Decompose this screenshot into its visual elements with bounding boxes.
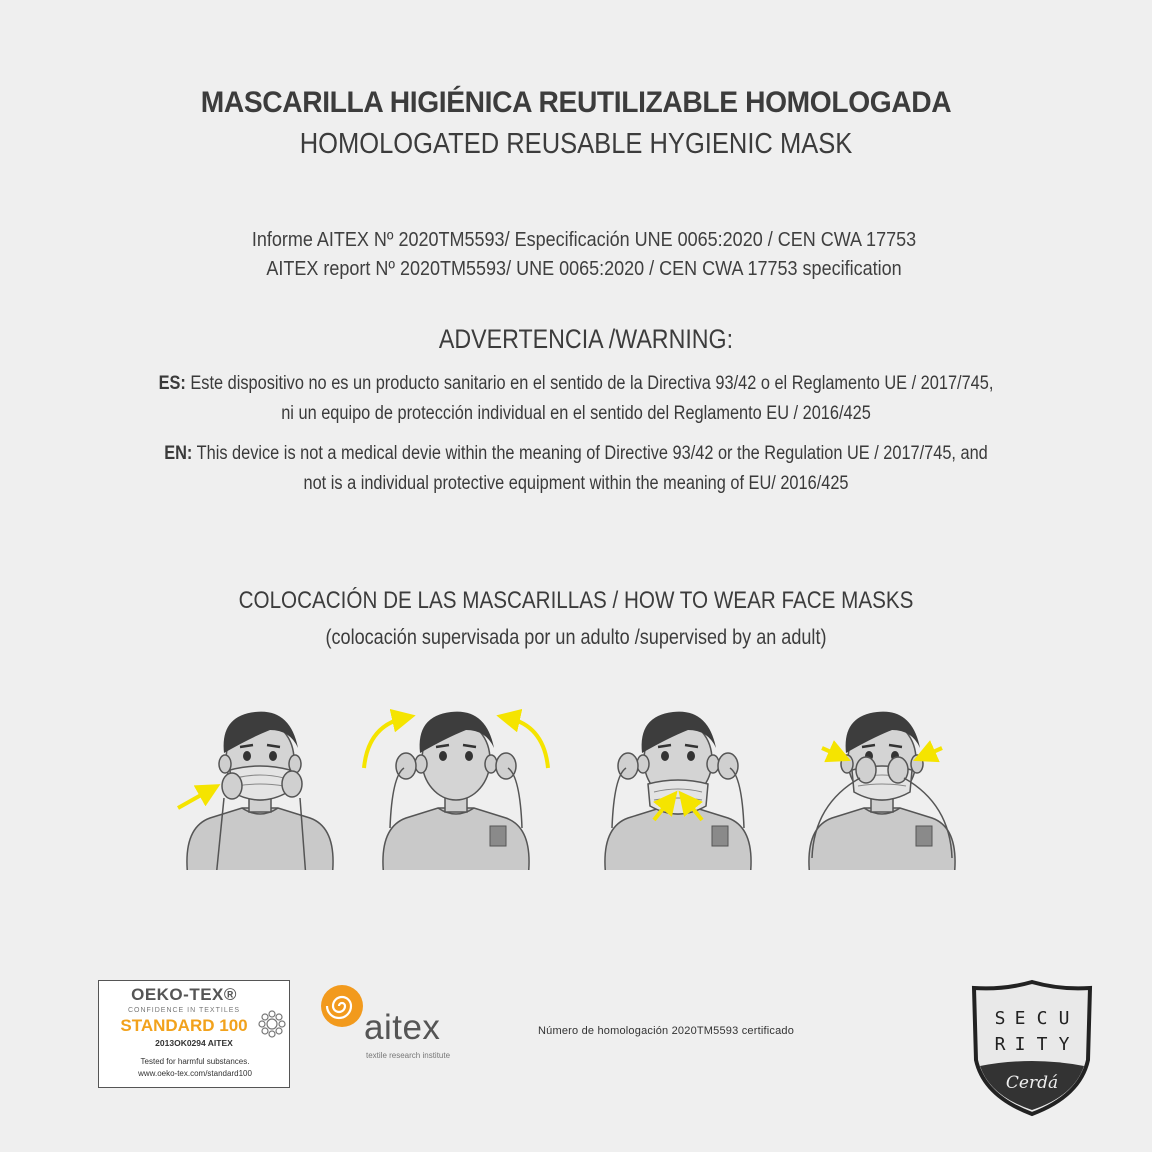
report-line-es: Informe AITEX Nº 2020TM5593/ Especificación UNE 0065:2020 / CEN CWA 17753 (251, 229, 917, 251)
oeko-tested: Tested for harmful substances. (140, 1057, 250, 1066)
es-text-line1: Este dispositivo no es un producto sanitario en el sentido de la Directiva 93/42 o el Reglamento UE / 2017/745, (185, 373, 994, 394)
es-label: ES: (158, 373, 186, 394)
en-text-line1: This device is not a medical devie within the meaning of Directive 93/42 or the Regulation UE / 2017/745, and (192, 443, 988, 464)
main-subtitle: HOMOLOGATED REUSABLE HYGIENIC MASK (299, 128, 853, 160)
warning-heading: ADVERTENCIA /WARNING: (438, 324, 734, 354)
oeko-tex-label (98, 980, 290, 1088)
oeko-standard: STANDARD 100 (120, 1016, 248, 1035)
en-label: EN: (164, 443, 193, 464)
warning-en (81, 439, 1072, 499)
how-to-wear-heading: COLOCACIÓN DE LAS MASCARILLAS / HOW TO WEAR FACE MASKS (238, 587, 914, 614)
main-title: MASCARILLA HIGIÉNICA REUTILIZABLE HOMOLOGADA (200, 86, 952, 119)
warning-es (81, 369, 1072, 429)
step-3-illustration (605, 712, 751, 870)
oeko-flower-icon (257, 1009, 287, 1039)
security-signature: Cerdá (1005, 1073, 1059, 1093)
security-letter-e: E (1014, 1008, 1026, 1029)
security-cerda-logo (970, 978, 1094, 1118)
security-letter-r: R (994, 1034, 1006, 1055)
security-letter-y: Y (1058, 1034, 1070, 1055)
oeko-code: 2013OK0294 AITEX (155, 1038, 233, 1048)
security-letter-c: C (1036, 1008, 1048, 1029)
report-line-en: AITEX report Nº 2020TM5593/ UNE 0065:2020 / CEN CWA 17753 specification (266, 258, 902, 280)
aitex-wordmark: aitex (364, 1008, 441, 1047)
security-letter-t: T (1036, 1034, 1048, 1055)
homologation-number: Número de homologación 2020TM5593 certificado (538, 1025, 795, 1037)
aitex-tagline: textile research institute (366, 1051, 451, 1060)
oeko-tagline: CONFIDENCE IN TEXTILES (127, 1007, 241, 1014)
security-letter-s: S (994, 1008, 1006, 1029)
step-2-illustration (364, 712, 548, 870)
security-letter-u: U (1058, 1008, 1070, 1029)
step-1-illustration (178, 712, 333, 870)
oeko-brand: OEKO-TEX® (131, 985, 237, 1004)
supervision-note: (colocación supervisada por un adulto /supervised by an adult) (325, 626, 827, 649)
es-text-line2: ni un equipo de protección individual en el sentido del Reglamento EU / 2016/425 (281, 403, 871, 424)
mask-steps-illustration (160, 700, 990, 870)
en-text-line2: not is a individual protective equipment within the meaning of EU/ 2016/425 (303, 473, 849, 494)
aitex-logo (318, 982, 468, 1072)
step-4-illustration (809, 712, 955, 870)
oeko-url: www.oeko-tex.com/standard100 (138, 1069, 252, 1078)
aitex-spiral-icon (318, 982, 366, 1030)
security-letter-i: I (1014, 1034, 1026, 1055)
